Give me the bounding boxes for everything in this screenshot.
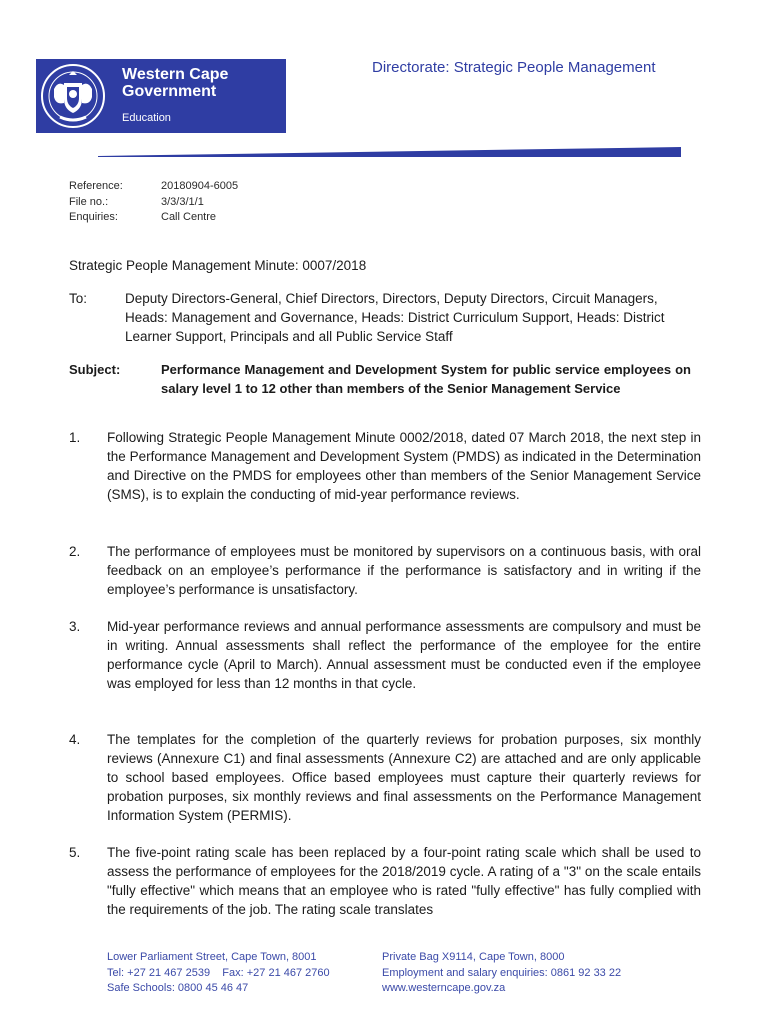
- recipients-list: Deputy Directors-General, Chief Directors, Directors, Deputy Directors, Circuit Managers, Heads: Management and Governance, Heads: District Curriculum Support, Heads: District Learner Support, Principals and all Public Service Staff: [125, 291, 665, 344]
- footer-line: Safe Schools: 0800 45 46 47: [107, 982, 249, 994]
- paragraph-text: The five-point rating scale has been replaced by a four-point rating scale which shall be used to assess the performance of employees for the 2018/2019 cycle. A rating of a "3" on the scale entails "fully effective" which means that an employee who is rated "fully effective" has fully complied with the requirements of the job. The rating scale translates: [107, 845, 701, 917]
- reference-block: [69, 180, 238, 227]
- meta-value: 3/3/3/1/1: [161, 195, 204, 208]
- footer-line: Tel: +27 21 467 2539 Fax: +27 21 467 2760: [107, 966, 330, 979]
- meta-value: 20180904-6005: [161, 180, 239, 192]
- paragraph-text: The templates for the completion of the quarterly reviews for probation purposes, six monthly reviews (Annexure C1) and final assessments (Annexure C2) are attached and are only applicable to school based employees. Office based employees must capture their quarterly reviews for probation purposes, six monthly reviews and final assessments on the Performance Management Information System (PERMIS).: [107, 732, 701, 823]
- minute-title: Strategic People Management Minute: 0007/2018: [69, 258, 367, 273]
- paragraph-number: 2.: [69, 544, 81, 559]
- header-divider: [98, 147, 681, 157]
- footer-line: Employment and salary enquiries: 0861 92 33 22: [382, 966, 622, 979]
- paragraph-text: Following Strategic People Management Minute 0002/2018, dated 07 March 2018, the next step in the Performance Management and Development System (PMDS) as indicated in the Determination and Directive on the PMDS for employees other than members of the Senior Management Service (SMS), is to explain the conducting of mid-year performance reviews.: [107, 430, 701, 502]
- paragraph-number: 3.: [69, 619, 81, 634]
- subject-label: Subject:: [69, 362, 121, 377]
- subject-text: Performance Management and Development System for public service employees on salary level 1 to 12 other than members of the Senior Management Service: [161, 362, 691, 396]
- footer-line: Lower Parliament Street, Cape Town, 8001: [107, 951, 317, 963]
- coat-of-arms-icon: [36, 63, 110, 129]
- meta-label: File no.:: [69, 195, 109, 208]
- meta-label: Enquiries:: [69, 211, 118, 223]
- meta-row: [69, 196, 238, 212]
- footer-address: [107, 950, 330, 997]
- recipients-label: To:: [69, 291, 88, 306]
- meta-value: Call Centre: [161, 211, 217, 223]
- paragraph-text: Mid-year performance reviews and annual performance assessments are compulsory and must be in writing. Annual assessments shall reflect the performance of the employee for the entire performance cycle (April to March). Annual assessment must be conducted even if the employee was employed for less than 12 months in that cycle.: [107, 619, 701, 691]
- footer-contact: [382, 950, 621, 997]
- meta-label: Reference:: [69, 180, 123, 192]
- meta-row: [69, 180, 238, 196]
- paragraph-number: 4.: [69, 732, 81, 747]
- website-link[interactable]: www.westerncape.gov.za: [382, 982, 506, 994]
- paragraph-number: 5.: [69, 845, 81, 860]
- directorate-title: Directorate: Strategic People Management: [372, 59, 656, 76]
- org-name-line2: Government: [122, 83, 217, 100]
- department-name: Education: [122, 112, 171, 124]
- meta-row: [69, 211, 238, 227]
- letterhead-logo: [36, 59, 286, 133]
- paragraph-number: 1.: [69, 430, 81, 445]
- footer-line: Private Bag X9114, Cape Town, 8000: [382, 951, 565, 963]
- paragraph-text: The performance of employees must be monitored by supervisors on a continuous basis, with oral feedback on an employee’s performance if the performance is satisfactory and in writing if the employee’s performance is unsatisfactory.: [107, 544, 701, 597]
- org-name-line1: Western Cape: [122, 66, 229, 83]
